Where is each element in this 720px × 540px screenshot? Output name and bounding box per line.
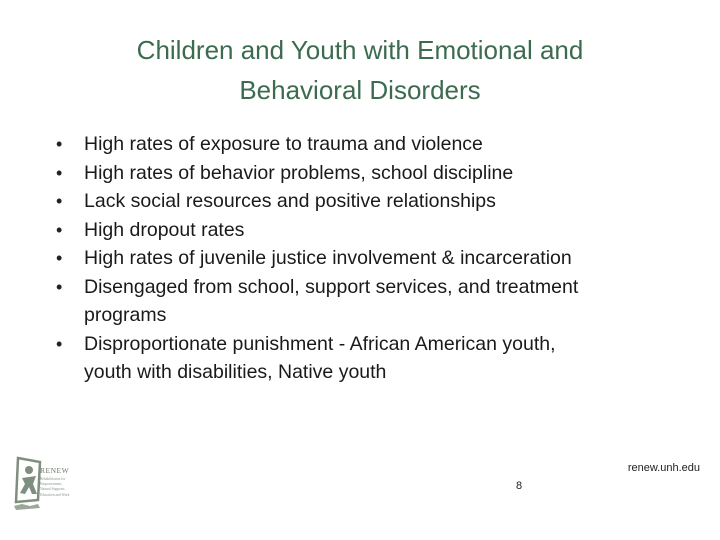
title-line-1: Children and Youth with Emotional and	[136, 35, 584, 65]
bullet-icon: •	[56, 191, 63, 211]
renew-logo	[12, 456, 92, 516]
logo-tagline	[40, 477, 92, 498]
logo-tagline-line: Education and Work	[40, 492, 70, 497]
logo-tagline-line: Rehabilitation for	[40, 477, 66, 481]
bullet-text: Lack social resources and positive relationships	[84, 190, 496, 212]
bullet-item	[52, 330, 672, 387]
title-line-2: Behavioral Disorders	[239, 75, 481, 105]
bullet-text: High dropout rates	[84, 218, 245, 241]
logo-tagline-line: Natural Supports,	[40, 487, 66, 492]
site-url: renew.unh.edu	[627, 462, 700, 474]
page-number: 8	[516, 480, 523, 492]
bullet-icon: •	[56, 248, 63, 268]
bullet-icon: •	[56, 134, 63, 154]
bullet-icon: •	[56, 276, 63, 297]
bullet-text: Disengaged from school, support services, and treatment	[84, 275, 579, 298]
bullet-text: High rates of behavior problems, school discipline	[84, 161, 514, 184]
bullet-icon: •	[56, 333, 63, 354]
logo-brand: RENEW	[40, 466, 70, 475]
bullet-text: High rates of exposure to trauma and violence	[84, 133, 483, 155]
bullet-text: Disproportionate punishment - African American youth,	[84, 332, 556, 355]
bullet-list	[52, 130, 672, 387]
bullet-icon: •	[56, 219, 63, 240]
bullet-text-continued: programs	[84, 304, 167, 326]
bullet-item	[52, 273, 672, 330]
slide-title	[60, 30, 660, 110]
bullet-item	[52, 159, 672, 188]
bullet-icon: •	[56, 162, 63, 183]
bullet-text: High rates of juvenile justice involvement & incarceration	[84, 247, 572, 269]
bullet-text-continued: youth with disabilities, Native youth	[84, 361, 387, 383]
bullet-item	[52, 187, 672, 216]
logo-tagline-line: Empowerment,	[40, 482, 63, 487]
bullet-item	[52, 216, 672, 245]
bullet-item	[52, 244, 672, 273]
bullet-item	[52, 130, 672, 159]
renew-figure-icon	[12, 456, 42, 512]
